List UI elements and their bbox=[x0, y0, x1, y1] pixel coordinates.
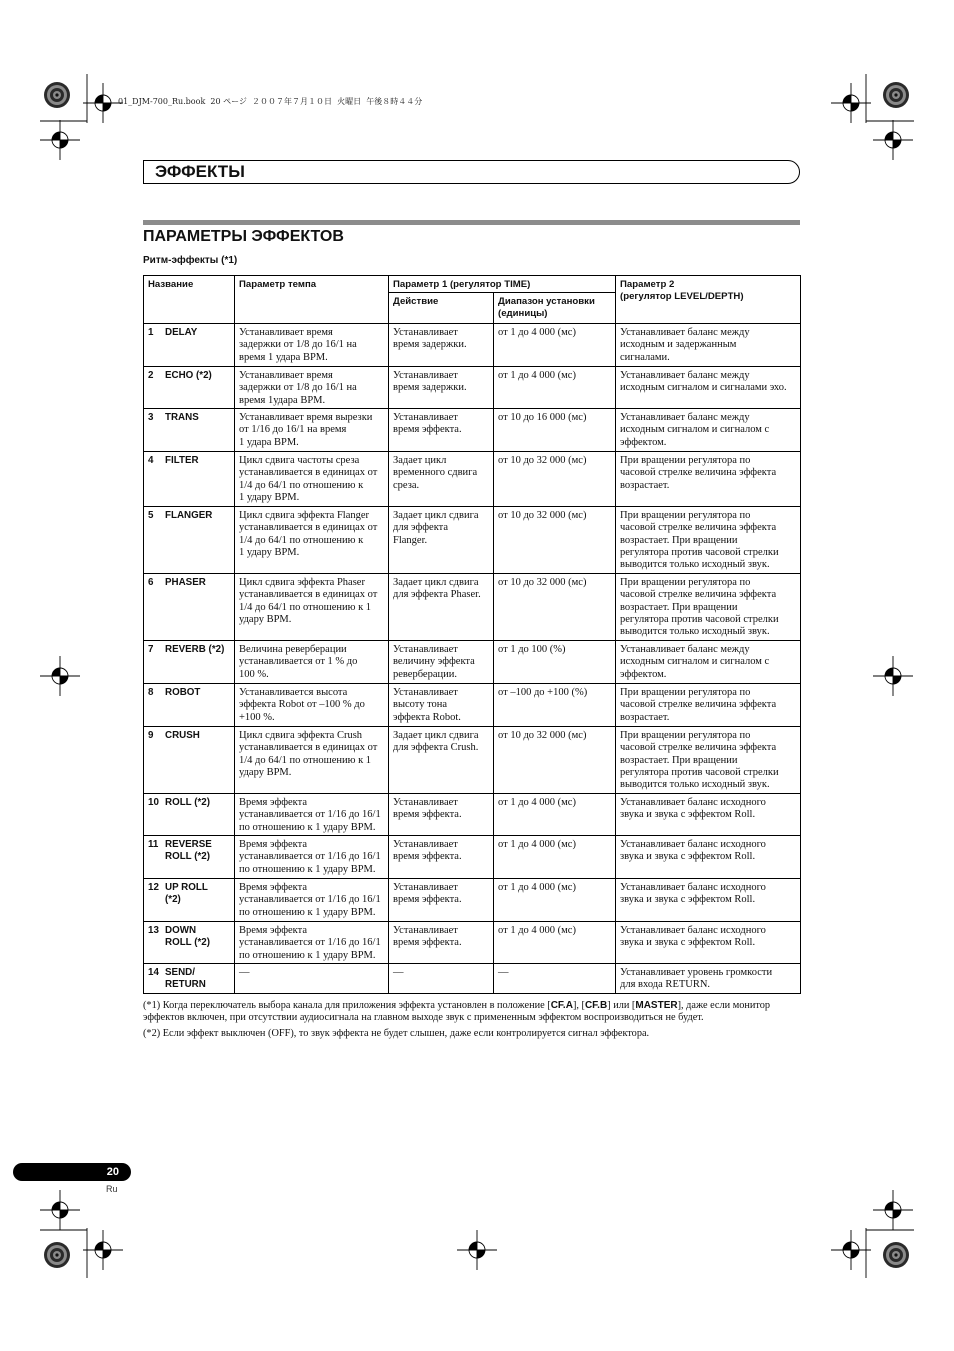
effect-name bbox=[148, 797, 232, 809]
key-master: MASTER bbox=[635, 1000, 678, 1011]
effect-name bbox=[148, 370, 232, 382]
table-row bbox=[144, 641, 801, 684]
table-row bbox=[144, 367, 801, 409]
range-cell: от 1 до 4 000 (мс) bbox=[494, 922, 616, 964]
footnote-2: (*2) Если эффект выключен (OFF), то звук эффекта не будет слышен, даже если контролируется сигнал эффектора. bbox=[143, 1027, 650, 1039]
effect-name-cell bbox=[144, 727, 235, 794]
level-depth-cell: При вращении регулятора по часовой стрелке величина эффекта возрастает. При вращении регулятора против часовой стрелки выводится только исходный звук. bbox=[616, 574, 801, 641]
action-cell: Устанавливает высоту тона эффекта Robot. bbox=[389, 684, 494, 727]
tempo-cell: Время эффекта устанавливается от 1/16 до 16/1 по отношению к 1 удару BPM. bbox=[235, 879, 389, 922]
effect-label: DOWN ROLL (*2) bbox=[165, 925, 210, 948]
effect-name-cell bbox=[144, 794, 235, 836]
crosshair-mark bbox=[873, 656, 913, 696]
footnote-1-sep: ] или [ bbox=[607, 1000, 636, 1011]
effect-number: 11 bbox=[148, 839, 159, 850]
tempo-cell: Устанавливает время задержки от 1/8 до 16/1 на время 1 удара BPM. bbox=[235, 324, 389, 367]
effect-number: 12 bbox=[148, 882, 159, 893]
action-cell: Устанавливает время эффекта. bbox=[389, 794, 494, 836]
effect-number: 5 bbox=[148, 510, 154, 521]
crosshair-mark bbox=[83, 1230, 123, 1270]
effect-label: CRUSH bbox=[165, 730, 200, 741]
footnotes bbox=[143, 1000, 800, 1040]
effect-name bbox=[148, 730, 232, 742]
effect-label: UP ROLL (*2) bbox=[165, 882, 208, 905]
effect-number: 9 bbox=[148, 730, 154, 741]
effect-name-cell bbox=[144, 409, 235, 452]
level-depth-cell: Устанавливает баланс между исходным и задержанным сигналами. bbox=[616, 324, 801, 367]
effect-label: ROLL (*2) bbox=[165, 797, 210, 808]
page-number-tab bbox=[13, 1163, 131, 1181]
tempo-cell: Цикл сдвига частоты среза устанавливается в единицах от 1/4 до 64/1 по отношению к 1 удару BPM. bbox=[235, 452, 389, 507]
tempo-cell: Цикл сдвига эффекта Crush устанавливается в единицах от 1/4 до 64/1 по отношению к 1 удару BPM. bbox=[235, 727, 389, 794]
range-cell: от 10 до 32 000 (мс) bbox=[494, 452, 616, 507]
action-cell: Устанавливает время эффекта. bbox=[389, 409, 494, 452]
range-cell: от 10 до 16 000 (мс) bbox=[494, 409, 616, 452]
footnote-1-sep: ], [ bbox=[572, 1000, 585, 1011]
range-cell: от –100 до +100 (%) bbox=[494, 684, 616, 727]
footnote-1-prefix: (*1) Когда переключатель выбора канала для приложения эффекта установлен в положение [ bbox=[143, 1000, 551, 1011]
table-row bbox=[144, 922, 801, 964]
table-row bbox=[144, 964, 801, 994]
section-header bbox=[143, 160, 800, 184]
effect-name bbox=[148, 577, 232, 589]
level-depth-cell: Устанавливает баланс исходного звука и звука с эффектом Roll. bbox=[616, 836, 801, 879]
range-cell: от 10 до 32 000 (мс) bbox=[494, 574, 616, 641]
crosshair-mark bbox=[40, 1190, 80, 1230]
effect-name bbox=[148, 882, 232, 906]
tempo-cell: Время эффекта устанавливается от 1/16 до 16/1 по отношению к 1 удару BPM. bbox=[235, 794, 389, 836]
level-depth-cell: Устанавливает баланс между исходным сигналом и сигналом с эффектом. bbox=[616, 641, 801, 684]
action-cell: — bbox=[389, 964, 494, 994]
header-param2: Параметр 2 (регулятор LEVEL/DEPTH) bbox=[616, 276, 801, 324]
action-cell: Задает цикл временного сдвига среза. bbox=[389, 452, 494, 507]
effect-name-cell bbox=[144, 324, 235, 367]
tempo-cell: Время эффекта устанавливается от 1/16 до 16/1 по отношению к 1 удару BPM. bbox=[235, 922, 389, 964]
range-cell: от 1 до 4 000 (мс) bbox=[494, 367, 616, 409]
effect-number: 4 bbox=[148, 455, 154, 466]
effect-number: 2 bbox=[148, 370, 154, 381]
range-cell: от 1 до 4 000 (мс) bbox=[494, 879, 616, 922]
range-cell: от 1 до 4 000 (мс) bbox=[494, 794, 616, 836]
key-cf-b: CF.B bbox=[584, 1000, 608, 1011]
effect-label: ROBOT bbox=[165, 687, 201, 698]
effect-label: ECHO (*2) bbox=[165, 370, 212, 381]
tempo-cell: Устанавливает время вырезки от 1/16 до 16/1 на время 1 удара BPM. bbox=[235, 409, 389, 452]
print-info: 01_DJM-700_Ru.book 20 ページ ２００７年７月１０日 火曜日 午後８時４４分 bbox=[118, 97, 423, 106]
effect-number: 6 bbox=[148, 577, 154, 588]
level-depth-cell: При вращении регулятора по часовой стрелке величина эффекта возрастает. bbox=[616, 452, 801, 507]
footnote-1 bbox=[143, 1000, 800, 1025]
effect-number: 1 bbox=[148, 327, 154, 338]
header-action: Действие bbox=[389, 293, 494, 324]
header-range: Диапазон установки (единицы) bbox=[494, 293, 616, 324]
effect-name bbox=[148, 510, 232, 522]
effect-label: REVERSE ROLL (*2) bbox=[165, 839, 212, 862]
effect-name-cell bbox=[144, 836, 235, 879]
action-cell: Задает цикл сдвига для эффекта Flanger. bbox=[389, 507, 494, 574]
content bbox=[143, 275, 800, 1043]
table-row bbox=[144, 684, 801, 727]
footnote-1-suffix: ], даже если монитор эффектов включен, при отсутствии аудиосигнала на главном выходе звук с примененным эффектом воспроизводиться не будет. bbox=[143, 1000, 771, 1024]
level-depth-cell: Устанавливает баланс между исходным сигналом и сигналом с эффектом. bbox=[616, 409, 801, 452]
action-cell: Устанавливает время эффекта. bbox=[389, 922, 494, 964]
level-depth-cell: При вращении регулятора по часовой стрелке величина эффекта возрастает. bbox=[616, 684, 801, 727]
effect-number: 13 bbox=[148, 925, 159, 936]
table-row bbox=[144, 452, 801, 507]
table-row bbox=[144, 324, 801, 367]
action-cell: Устанавливает время эффекта. bbox=[389, 879, 494, 922]
key-cf-a: CF.A bbox=[550, 1000, 573, 1011]
effect-name-cell bbox=[144, 574, 235, 641]
table-body bbox=[144, 324, 801, 994]
registration-target bbox=[883, 82, 909, 108]
effect-name-cell bbox=[144, 507, 235, 574]
table-row bbox=[144, 879, 801, 922]
tempo-cell: Устанавливается высота эффекта Robot от –100 % до +100 %. bbox=[235, 684, 389, 727]
range-cell: — bbox=[494, 964, 616, 994]
effect-number: 3 bbox=[148, 412, 154, 423]
table-row bbox=[144, 727, 801, 794]
table-row bbox=[144, 409, 801, 452]
effect-label: REVERB (*2) bbox=[165, 644, 225, 655]
crosshair-mark bbox=[457, 1230, 497, 1270]
crosshair-mark bbox=[831, 83, 871, 123]
effect-name-cell bbox=[144, 879, 235, 922]
registration-target bbox=[44, 1242, 70, 1268]
effect-label: PHASER bbox=[165, 577, 206, 588]
effect-name bbox=[148, 412, 232, 424]
action-cell: Устанавливает величину эффекта реверберации. bbox=[389, 641, 494, 684]
effects-table bbox=[143, 275, 801, 994]
effect-name bbox=[148, 925, 232, 949]
registration-target bbox=[883, 1242, 909, 1268]
effect-name bbox=[148, 644, 232, 656]
action-cell: Устанавливает время эффекта. bbox=[389, 836, 494, 879]
effect-label: FILTER bbox=[165, 455, 199, 466]
level-depth-cell: Устанавливает уровень громкости для входа RETURN. bbox=[616, 964, 801, 994]
effect-number: 14 bbox=[148, 967, 159, 978]
action-cell: Устанавливает время задержки. bbox=[389, 324, 494, 367]
effect-label: SEND/ RETURN bbox=[165, 967, 206, 990]
heading-rule bbox=[143, 220, 800, 225]
tempo-cell: Цикл сдвига эффекта Phaser устанавливается в единицах от 1/4 до 64/1 по отношению к 1 удару BPM. bbox=[235, 574, 389, 641]
section-title: ЭФФЕКТЫ bbox=[155, 162, 245, 181]
effect-name-cell bbox=[144, 922, 235, 964]
crosshair-mark bbox=[40, 656, 80, 696]
crosshair-mark bbox=[40, 120, 80, 160]
effect-label: DELAY bbox=[165, 327, 198, 338]
crosshair-mark bbox=[873, 1190, 913, 1230]
range-cell: от 10 до 32 000 (мс) bbox=[494, 727, 616, 794]
level-depth-cell: Устанавливает баланс исходного звука и звука с эффектом Roll. bbox=[616, 879, 801, 922]
effect-number: 10 bbox=[148, 797, 159, 808]
table-row bbox=[144, 794, 801, 836]
header-name: Название bbox=[144, 276, 235, 324]
effect-name bbox=[148, 687, 232, 699]
tempo-cell: — bbox=[235, 964, 389, 994]
action-cell: Задает цикл сдвига для эффекта Crush. bbox=[389, 727, 494, 794]
range-cell: от 1 до 4 000 (мс) bbox=[494, 324, 616, 367]
header-tempo: Параметр темпа bbox=[235, 276, 389, 324]
registration-target bbox=[44, 82, 70, 108]
page-number: 20 bbox=[106, 1166, 119, 1178]
level-depth-cell: При вращении регулятора по часовой стрелке величина эффекта возрастает. При вращении регулятора против часовой стрелки выводится только исходный звук. bbox=[616, 507, 801, 574]
effect-name-cell bbox=[144, 367, 235, 409]
table-row bbox=[144, 836, 801, 879]
effect-name bbox=[148, 327, 232, 339]
action-cell: Задает цикл сдвига для эффекта Phaser. bbox=[389, 574, 494, 641]
action-cell: Устанавливает время задержки. bbox=[389, 367, 494, 409]
effect-name-cell bbox=[144, 641, 235, 684]
range-cell: от 1 до 4 000 (мс) bbox=[494, 836, 616, 879]
crosshair-mark bbox=[83, 83, 123, 123]
page-heading: ПАРАМЕТРЫ ЭФФЕКТОВ bbox=[143, 228, 344, 245]
tempo-cell: Время эффекта устанавливается от 1/16 до 16/1 по отношению к 1 удару BPM. bbox=[235, 836, 389, 879]
effect-name-cell bbox=[144, 684, 235, 727]
table-header-row bbox=[144, 276, 801, 293]
effect-label: TRANS bbox=[165, 412, 199, 423]
table-row bbox=[144, 574, 801, 641]
level-depth-cell: При вращении регулятора по часовой стрелке величина эффекта возрастает. При вращении регулятора против часовой стрелки выводится только исходный звук. bbox=[616, 727, 801, 794]
level-depth-cell: Устанавливает баланс исходного звука и звука с эффектом Roll. bbox=[616, 922, 801, 964]
effect-name-cell bbox=[144, 964, 235, 994]
table-caption: Ритм-эффекты (*1) bbox=[143, 255, 238, 266]
crosshair-mark bbox=[831, 1230, 871, 1270]
effect-name bbox=[148, 455, 232, 467]
level-depth-cell: Устанавливает баланс между исходным сигналом и сигналами эхо. bbox=[616, 367, 801, 409]
page-language: Ru bbox=[106, 1184, 118, 1194]
range-cell: от 1 до 100 (%) bbox=[494, 641, 616, 684]
effect-label: FLANGER bbox=[165, 510, 213, 521]
tempo-cell: Устанавливает время задержки от 1/8 до 16/1 на время 1удара BPM. bbox=[235, 367, 389, 409]
effect-number: 7 bbox=[148, 644, 154, 655]
tempo-cell: Цикл сдвига эффекта Flanger устанавливается в единицах от 1/4 до 64/1 по отношению к 1 удару BPM. bbox=[235, 507, 389, 574]
header-param1: Параметр 1 (регулятор TIME) bbox=[389, 276, 616, 293]
effect-name bbox=[148, 839, 232, 863]
crosshair-mark bbox=[873, 120, 913, 160]
effect-name bbox=[148, 967, 232, 991]
range-cell: от 10 до 32 000 (мс) bbox=[494, 507, 616, 574]
effect-number: 8 bbox=[148, 687, 154, 698]
effect-name-cell bbox=[144, 452, 235, 507]
table-row bbox=[144, 507, 801, 574]
tempo-cell: Величина реверберации устанавливается от 1 % до 100 %. bbox=[235, 641, 389, 684]
level-depth-cell: Устанавливает баланс исходного звука и звука с эффектом Roll. bbox=[616, 794, 801, 836]
